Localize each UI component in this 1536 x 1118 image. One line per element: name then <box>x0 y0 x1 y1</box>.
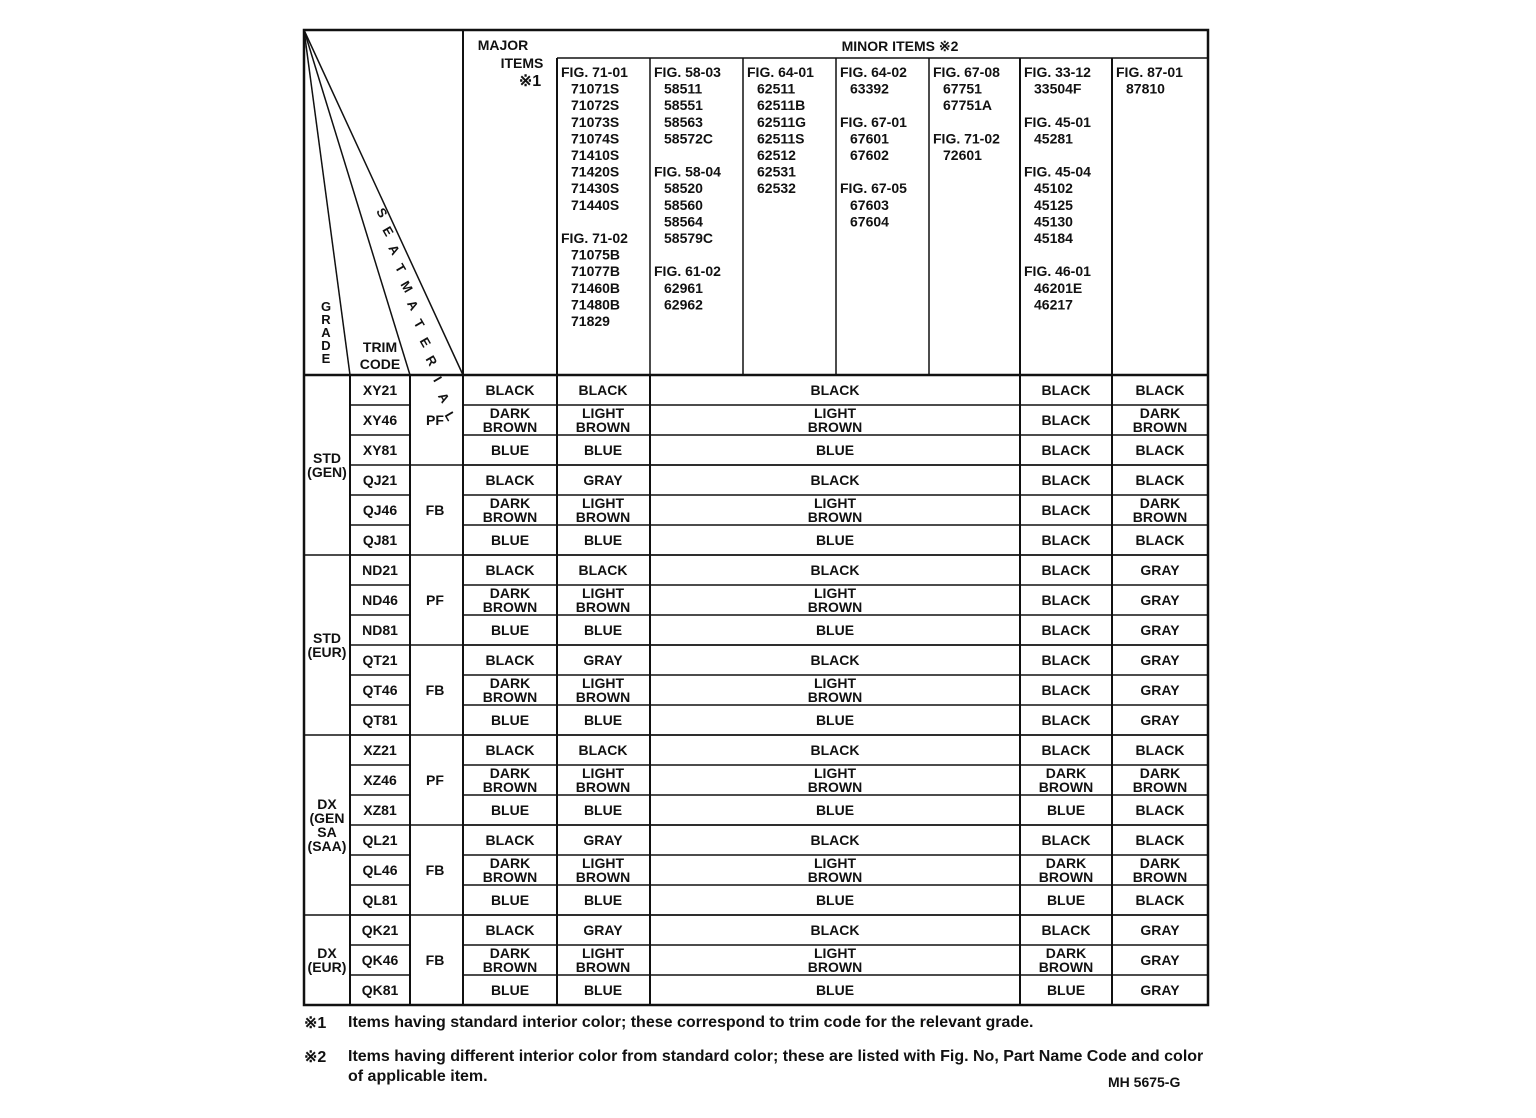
part-code: 45281 <box>1034 130 1073 147</box>
seat-material-letter: R <box>422 352 441 369</box>
seat-material-letter: S <box>373 205 391 221</box>
footnote-1-text: Items having standard interior color; these correspond to trim code for the relevant grade. <box>348 1014 1034 1031</box>
fig-33-color: BLACK <box>1041 922 1091 938</box>
major-items-color: BLACK <box>485 382 535 398</box>
part-code: 71420S <box>571 163 620 180</box>
trim-code: XY46 <box>362 412 398 428</box>
part-code: 45102 <box>1034 180 1073 197</box>
part-code: 58551 <box>664 97 703 114</box>
grade-label: (GEN <box>309 810 345 826</box>
figure-number: FIG. 87-01 <box>1116 64 1183 80</box>
major-items-color: BLUE <box>490 892 530 908</box>
part-code: 33504F <box>1034 80 1082 97</box>
major-items-color-l1: DARK <box>489 945 531 961</box>
minor-items-label: MINOR ITEMS ※2 <box>841 38 959 54</box>
minor-items-color: BLACK <box>810 832 860 848</box>
major-items-label-2: ITEMS <box>500 55 544 71</box>
minor-items-color: BLACK <box>810 382 860 398</box>
part-code: 58560 <box>664 196 703 213</box>
trim-code: QJ46 <box>362 502 398 518</box>
major-items-color: BLUE <box>490 532 530 548</box>
fig-71-color-l2: BROWN <box>575 509 631 525</box>
fig-71-color: BLACK <box>578 742 628 758</box>
minor-items-color: BLUE <box>815 982 855 998</box>
major-items-color: BLUE <box>490 622 530 638</box>
fig-87-color-l2: BROWN <box>1132 509 1188 525</box>
fig-87-color: GRAY <box>1140 922 1180 938</box>
part-code: 71460B <box>571 279 621 296</box>
minor-items-color-l1: LIGHT <box>814 585 856 601</box>
minor-items-color: BLACK <box>810 652 860 668</box>
major-items-color-l2: BROWN <box>482 689 538 705</box>
major-items-color: BLACK <box>485 922 535 938</box>
fig-33-color: BLUE <box>1046 892 1086 908</box>
minor-items-color-l1: LIGHT <box>814 675 856 691</box>
grade-label: STD <box>313 450 341 466</box>
fig-87-color-l1: DARK <box>1139 495 1181 511</box>
fig-33-color: BLACK <box>1041 412 1091 428</box>
major-items-color-l2: BROWN <box>482 599 538 615</box>
grade-label: (SAA) <box>307 838 347 854</box>
major-items-color: BLACK <box>485 472 535 488</box>
fig-71-color-l2: BROWN <box>575 419 631 435</box>
part-code: 71071S <box>571 80 620 97</box>
part-code: 67751 <box>943 80 982 97</box>
part-code: 62532 <box>757 180 796 197</box>
figure-number: FIG. 58-03 <box>654 64 721 80</box>
fig-87-color: GRAY <box>1140 592 1180 608</box>
seat-material-letter: A <box>435 389 453 406</box>
fig-87-color: GRAY <box>1140 562 1180 578</box>
minor-items-color: BLUE <box>815 442 855 458</box>
trim-code: QK21 <box>361 922 399 938</box>
figure-number: FIG. 67-05 <box>840 180 907 197</box>
minor-items-color: BLUE <box>815 802 855 818</box>
figure-number: FIG. 71-02 <box>933 130 1000 147</box>
fig-33-color-l2: BROWN <box>1038 869 1094 885</box>
fig-71-color-l1: LIGHT <box>582 675 624 691</box>
part-code: 62511S <box>757 130 805 147</box>
footnote-2-text: Items having different interior color from standard color; these are listed with Fig. No, Part Name Code and color of applicable item. <box>348 1048 1204 1085</box>
fig-71-color-l2: BROWN <box>575 779 631 795</box>
grade-letter: G <box>320 299 332 314</box>
minor-items-color-l2: BROWN <box>807 509 863 525</box>
major-items-color: BLACK <box>485 832 535 848</box>
fig-33-color: BLUE <box>1046 982 1086 998</box>
figure-number: FIG. 33-12 <box>1024 64 1091 80</box>
part-code: 62962 <box>664 296 703 313</box>
fig-87-color-l1: DARK <box>1139 765 1181 781</box>
fig-71-color: GRAY <box>583 922 623 938</box>
trim-code: ND46 <box>362 592 398 608</box>
figure-number: FIG. 64-01 <box>747 64 814 80</box>
trim-code: QL21 <box>362 832 398 848</box>
fig-71-color-l1: LIGHT <box>582 405 624 421</box>
part-code: 62511G <box>757 113 807 130</box>
fig-71-color-l1: LIGHT <box>582 495 624 511</box>
major-items-color-l2: BROWN <box>482 959 538 975</box>
trim-code: ND21 <box>362 562 398 578</box>
minor-items-color: BLUE <box>815 532 855 548</box>
fig-87-color: GRAY <box>1140 622 1180 638</box>
seat-material-letter: L <box>441 409 459 424</box>
footnote-1-mark: ※1 <box>304 1015 327 1032</box>
part-code: 58563 <box>664 113 703 130</box>
fig-33-color: BLACK <box>1041 622 1091 638</box>
fig-33-color: BLACK <box>1041 532 1091 548</box>
grade-letter: D <box>321 338 331 353</box>
fig-87-color: BLACK <box>1135 472 1185 488</box>
fig-33-color: BLACK <box>1041 472 1091 488</box>
fig-71-color: BLUE <box>583 802 623 818</box>
major-items-color: BLACK <box>485 562 535 578</box>
grade-letter: R <box>321 312 331 327</box>
fig-33-color: BLACK <box>1041 562 1091 578</box>
fig-33-color: BLACK <box>1041 382 1091 398</box>
fig-71-color: BLUE <box>583 532 623 548</box>
fig-33-color: BLUE <box>1046 802 1086 818</box>
figure-number: FIG. 64-02 <box>840 64 907 80</box>
seat-material-letter: I <box>430 373 446 385</box>
major-items-label-3: ※1 <box>518 73 542 90</box>
trim-code: QT81 <box>362 712 398 728</box>
fig-71-color: BLUE <box>583 892 623 908</box>
fig-87-color: BLACK <box>1135 442 1185 458</box>
fig-87-color: BLACK <box>1135 892 1185 908</box>
seat-material-letter: E <box>379 223 397 239</box>
figure-number: FIG. 67-01 <box>840 113 907 130</box>
part-code: 71829 <box>571 313 610 329</box>
fig-87-color: GRAY <box>1140 982 1180 998</box>
major-items-color: BLUE <box>490 712 530 728</box>
fig-71-color: BLACK <box>578 382 628 398</box>
grade-label: STD <box>313 630 341 646</box>
fig-87-color-l1: DARK <box>1139 405 1181 421</box>
fig-71-color: BLUE <box>583 712 623 728</box>
part-code: 62531 <box>757 163 796 180</box>
trim-code-label-2: CODE <box>359 356 401 372</box>
seat-material-letter: E <box>416 334 434 350</box>
fig-71-color-l2: BROWN <box>575 599 631 615</box>
major-items-color-l1: DARK <box>489 585 531 601</box>
minor-items-color: BLACK <box>810 562 860 578</box>
minor-items-color-l2: BROWN <box>807 599 863 615</box>
seat-material-letter: A <box>385 241 404 258</box>
major-items-color: BLACK <box>485 652 535 668</box>
fig-33-color: BLACK <box>1041 742 1091 758</box>
trim-code: XY21 <box>362 382 398 398</box>
fig-71-color: BLUE <box>583 982 623 998</box>
fig-87-color: GRAY <box>1140 652 1180 668</box>
fig-33-color-l2: BROWN <box>1038 959 1094 975</box>
fig-87-color-l2: BROWN <box>1132 419 1188 435</box>
part-code: 45184 <box>1034 230 1073 246</box>
grade-letter: E <box>321 351 331 366</box>
fig-71-color: BLUE <box>583 442 623 458</box>
fig-87-color: BLACK <box>1135 382 1185 398</box>
part-code: 71072S <box>571 97 620 114</box>
major-items-color: BLACK <box>485 742 535 758</box>
part-code: 58572C <box>664 130 714 147</box>
fig-33-color: BLACK <box>1041 442 1091 458</box>
trim-code: XZ81 <box>363 802 397 818</box>
part-code: 71410S <box>571 147 620 163</box>
part-code: 58520 <box>664 180 703 197</box>
minor-items-color-l1: LIGHT <box>814 495 856 511</box>
part-code: 67604 <box>850 213 889 230</box>
part-code: 46201E <box>1034 279 1083 296</box>
part-code: 62512 <box>757 147 796 163</box>
fig-71-color: BLACK <box>578 562 628 578</box>
trim-code: ND81 <box>362 622 398 638</box>
figure-number: FIG. 45-01 <box>1024 113 1091 130</box>
minor-items-color-l1: LIGHT <box>814 765 856 781</box>
major-items-color-l2: BROWN <box>482 509 538 525</box>
major-items-color-l2: BROWN <box>482 779 538 795</box>
footnote-2-mark: ※2 <box>304 1049 327 1066</box>
minor-items-color: BLUE <box>815 622 855 638</box>
trim-code: QL81 <box>362 892 398 908</box>
fig-33-color: BLACK <box>1041 652 1091 668</box>
fig-33-color: BLACK <box>1041 592 1091 608</box>
minor-items-color: BLACK <box>810 742 860 758</box>
figure-number: FIG. 58-04 <box>654 163 721 180</box>
seat-material-value: FB <box>425 502 445 518</box>
major-items-color: BLUE <box>490 982 530 998</box>
part-code: 63392 <box>850 80 889 97</box>
grade-label: (GEN) <box>307 464 347 480</box>
fig-71-color-l1: LIGHT <box>582 855 624 871</box>
fig-71-color-l2: BROWN <box>575 959 631 975</box>
fig-33-color-l1: DARK <box>1045 945 1087 961</box>
major-items-color: BLUE <box>490 802 530 818</box>
document-number: MH 5675-G <box>1108 1074 1181 1090</box>
fig-87-color: GRAY <box>1140 682 1180 698</box>
part-code: 46217 <box>1034 296 1073 313</box>
major-items-color: BLUE <box>490 442 530 458</box>
minor-items-color-l2: BROWN <box>807 869 863 885</box>
seat-material-letter: T <box>410 316 428 331</box>
fig-71-color-l1: LIGHT <box>582 765 624 781</box>
trim-code-label-1: TRIM <box>362 339 398 355</box>
figure-number: FIG. 46-01 <box>1024 263 1091 280</box>
seat-material-value: PF <box>426 772 444 788</box>
part-code: 71480B <box>571 296 621 313</box>
trim-code: QL46 <box>362 862 398 878</box>
fig-33-color: BLACK <box>1041 502 1091 518</box>
seat-material-letter: T <box>392 261 409 276</box>
major-items-color-l1: DARK <box>489 495 531 511</box>
seat-material-value: PF <box>426 412 444 428</box>
minor-items-color: BLACK <box>810 472 860 488</box>
minor-items-color-l2: BROWN <box>807 689 863 705</box>
fig-33-color-l1: DARK <box>1045 765 1087 781</box>
minor-items-color: BLACK <box>810 922 860 938</box>
seat-material-value: FB <box>425 862 445 878</box>
major-items-color-l1: DARK <box>489 405 531 421</box>
trim-code: XZ21 <box>363 742 397 758</box>
trim-code: QK81 <box>361 982 399 998</box>
fig-33-color-l1: DARK <box>1045 855 1087 871</box>
fig-87-color-l1: DARK <box>1139 855 1181 871</box>
minor-items-color-l1: LIGHT <box>814 405 856 421</box>
figure-number: FIG. 45-04 <box>1024 163 1091 180</box>
fig-87-color-l2: BROWN <box>1132 869 1188 885</box>
part-code: 71430S <box>571 180 620 197</box>
seat-material-value: FB <box>425 682 445 698</box>
fig-87-color: BLACK <box>1135 832 1185 848</box>
seat-material-letter: M <box>397 278 416 296</box>
part-code: 67601 <box>850 130 889 147</box>
figure-number: FIG. 61-02 <box>654 263 721 280</box>
grade-label: DX <box>317 796 337 812</box>
major-items-color-l1: DARK <box>489 765 531 781</box>
part-code: 71074S <box>571 130 620 147</box>
fig-33-color: BLACK <box>1041 712 1091 728</box>
major-items-label-1: MAJOR <box>477 37 529 53</box>
header-diagonal-2 <box>304 30 410 375</box>
minor-items-color-l2: BROWN <box>807 779 863 795</box>
trim-code: QT46 <box>362 682 398 698</box>
part-code: 45130 <box>1034 213 1073 230</box>
minor-items-color-l1: LIGHT <box>814 855 856 871</box>
part-code: 67751A <box>943 97 993 114</box>
part-code: 62961 <box>664 279 703 296</box>
trim-code: QK46 <box>361 952 399 968</box>
figure-number: FIG. 71-01 <box>561 64 628 80</box>
fig-33-color: BLACK <box>1041 682 1091 698</box>
trim-code: QJ21 <box>362 472 398 488</box>
part-code: 71075B <box>571 246 621 263</box>
part-code: 62511 <box>757 80 796 97</box>
grade-label: SA <box>317 824 337 840</box>
part-code: 67603 <box>850 196 889 213</box>
major-items-color-l1: DARK <box>489 675 531 691</box>
trim-code: XZ46 <box>363 772 397 788</box>
minor-items-color: BLUE <box>815 892 855 908</box>
part-code: 58564 <box>664 213 703 230</box>
fig-87-color: GRAY <box>1140 952 1180 968</box>
fig-71-color: BLUE <box>583 622 623 638</box>
trim-code: QT21 <box>362 652 398 668</box>
major-items-color-l2: BROWN <box>482 419 538 435</box>
trim-code: QJ81 <box>362 532 398 548</box>
part-code: 71440S <box>571 196 620 213</box>
grade-label: DX <box>317 945 337 961</box>
seat-material-letter: A <box>404 297 422 314</box>
trim-code: XY81 <box>362 442 398 458</box>
seat-material-value: PF <box>426 592 444 608</box>
fig-87-color: BLACK <box>1135 742 1185 758</box>
grade-letter: A <box>321 325 331 340</box>
part-code: 58579C <box>664 230 714 246</box>
minor-items-color-l2: BROWN <box>807 419 863 435</box>
part-code: 58511 <box>664 80 703 97</box>
fig-71-color-l1: LIGHT <box>582 585 624 601</box>
grade-label: (EUR) <box>307 959 347 975</box>
part-code: 87810 <box>1126 80 1165 97</box>
fig-87-color: GRAY <box>1140 712 1180 728</box>
seat-material-value: FB <box>425 952 445 968</box>
fig-71-color: GRAY <box>583 472 623 488</box>
minor-items-color-l2: BROWN <box>807 959 863 975</box>
part-code: 72601 <box>943 147 982 163</box>
part-code: 67602 <box>850 147 889 163</box>
fig-71-color: GRAY <box>583 832 623 848</box>
fig-87-color-l2: BROWN <box>1132 779 1188 795</box>
figure-number: FIG. 71-02 <box>561 230 628 246</box>
fig-33-color: BLACK <box>1041 832 1091 848</box>
fig-87-color: BLACK <box>1135 532 1185 548</box>
fig-71-color-l1: LIGHT <box>582 945 624 961</box>
part-code: 71077B <box>571 263 621 280</box>
fig-71-color-l2: BROWN <box>575 869 631 885</box>
part-code: 45125 <box>1034 196 1073 213</box>
fig-71-color-l2: BROWN <box>575 689 631 705</box>
grade-label: (EUR) <box>307 644 347 660</box>
minor-items-color-l1: LIGHT <box>814 945 856 961</box>
minor-items-color: BLUE <box>815 712 855 728</box>
fig-33-color-l2: BROWN <box>1038 779 1094 795</box>
fig-87-color: BLACK <box>1135 802 1185 818</box>
fig-71-color: GRAY <box>583 652 623 668</box>
part-code: 71073S <box>571 113 620 130</box>
major-items-color-l2: BROWN <box>482 869 538 885</box>
figure-number: FIG. 67-08 <box>933 64 1000 80</box>
major-items-color-l1: DARK <box>489 855 531 871</box>
part-code: 62511B <box>757 97 806 114</box>
